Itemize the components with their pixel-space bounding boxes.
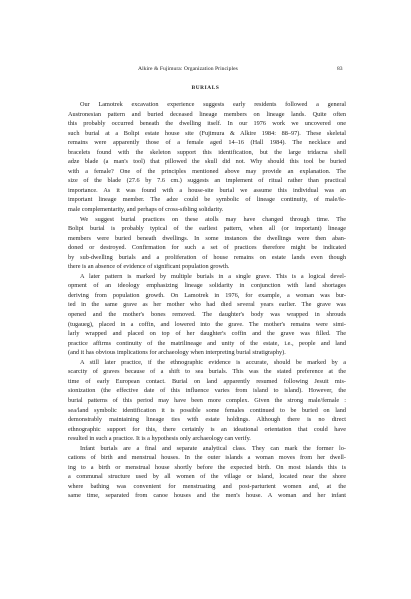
text-line: demonstrably maintaining lineage ties with estate holdings. Although there is no direct: [68, 416, 346, 424]
text-line: doned or destroyed. Confirmation for such a set of practices therefore might be indicated: [68, 244, 346, 252]
text-line: male complementarity, and perhaps of cross-sibling solidarity.: [68, 206, 224, 214]
text-line: resulted in such a practice. It is a hypothesis only archaeology can verify.: [68, 435, 251, 443]
text-line: same time, separated from canoe houses and the men's house. A woman and her infant: [68, 492, 346, 500]
text-line: larly wrapped and placed on top of her daughter's coffin and the grave was filled. The: [68, 330, 346, 338]
text-line: ied in the same grave as her mother who had died several years earlier. The grave was: [68, 301, 346, 309]
text-line: by sub-dwelling burials and a proliferation of house remains on estate lands even though: [68, 253, 346, 261]
text-line: opment of an ideology emphasizing lineage solidarity in conjunction with land shortages: [68, 282, 346, 290]
text-line: sionization (the effective date of this influence varies from island to island). However, the: [68, 387, 346, 395]
text-line: bracelets found with the skeleton support this identification, but the large tridacna shell: [68, 148, 346, 156]
text-line: A still later practice, if the ethnographic evidence is accurate, should be marked by a: [80, 358, 346, 366]
text-line: remains were apparently those of a female aged 14–16 (Hall 1984). The necklace and: [68, 139, 346, 147]
text-line: scarcity of graves because of a shift to sea burials. This was the stated preference at the: [68, 368, 346, 376]
text-line: importance. As it was found with a house-site burial we assume this individual was an: [68, 186, 346, 194]
text-line: ing to a birth or menstrual house shortly before the expected birth. On most islands this is: [68, 463, 346, 471]
running-head-title: Alkire & Fujimura: Organization Principles: [138, 66, 238, 72]
text-line: (tugaueg), placed in a coffin, and lowered into the grave. The mother's remains were simi-: [68, 320, 346, 328]
text-line: a communal structure used by all women of the village or island, located near the shore: [68, 473, 346, 481]
text-line: time of early European contact. Burial on land apparently resumed following Jesuit mis-: [68, 377, 346, 385]
text-line: with a female? One of the principles mentioned above may provide an explanation. The: [68, 167, 346, 175]
text-line: We suggest burial practices on these atolls may have changed through time. The: [80, 215, 346, 223]
text-line: Infant burials are a final and separate analytical class. They can mark the former lo-: [80, 444, 346, 452]
body-text: [68, 100, 346, 501]
paragraph: [68, 215, 346, 272]
text-line: burial patterns of this period may have been more complex. Given the strong male/female :: [68, 396, 346, 404]
text-line: where bathing was convenient for menstruating and post-parturient women and, at the: [68, 482, 346, 490]
text-line: size of the blade (27.6 by 7.6 cm.) suggests an implement of ritual rather than practical: [68, 177, 346, 185]
text-line: practice affirms continuity of the matrilineage and unity of the estate, i.e., people and land: [68, 339, 346, 347]
text-line: sea/land symbolic identification it is possible some females continued to be buried on land: [68, 406, 346, 414]
paragraph: [68, 100, 346, 215]
text-line: such burial at a Bolipi estate house site (Fujimura & Alkire 1984: 88–97). These skeletal: [68, 129, 346, 137]
text-line: opened and the mother's bones removed. The daughter's body was wrapped in shrouds: [68, 311, 346, 319]
text-line: this probably occurred beneath the dwelling itself. In our 1976 work we uncovered one: [68, 120, 346, 128]
text-line: (and it has obvious implications for archaeology when interpreting burial stratigraphy).: [68, 349, 286, 357]
text-line: important lineage member. The adze could be symbolic of lineage continuity, of male/fe-: [68, 196, 346, 204]
text-line: Our Lamotrek excavation experience suggests early residents followed a general: [80, 101, 346, 108]
paragraph: [68, 358, 346, 444]
text-line: Austronesian pattern and buried deceased lineage members on lineage lands. Quite often: [68, 110, 346, 118]
paragraph: [68, 444, 346, 501]
paragraph: [68, 272, 346, 358]
text-line: Bolipi burial is probably typical of the earliest pattern, when all (or important) lineage: [68, 225, 346, 233]
text-line: cations of birth and menstrual houses. In the outer islands a woman moves from her dwell-: [68, 454, 346, 462]
section-heading: BURIALS: [191, 85, 220, 91]
text-line: deriving from population growth. On Lamotrek in 1976, for example, a woman was bur-: [68, 291, 346, 299]
text-line: adze blade (a man's tool) that pillowed the skull did not. Why should this tool be buried: [68, 158, 346, 166]
text-line: members were buried beneath dwellings. In some instances the dwellings were then aban-: [68, 234, 346, 242]
text-line: ethnographic support for this, there certainly is an ideational orientation that could have: [68, 425, 346, 433]
running-head: [0, 66, 411, 76]
text-line: A later pattern is marked by multiple burials in a single grave. This is a logical devel-: [80, 272, 346, 280]
page-number: 83: [337, 66, 343, 72]
text-line: there is an absence of evidence of significant population growth.: [68, 263, 230, 271]
